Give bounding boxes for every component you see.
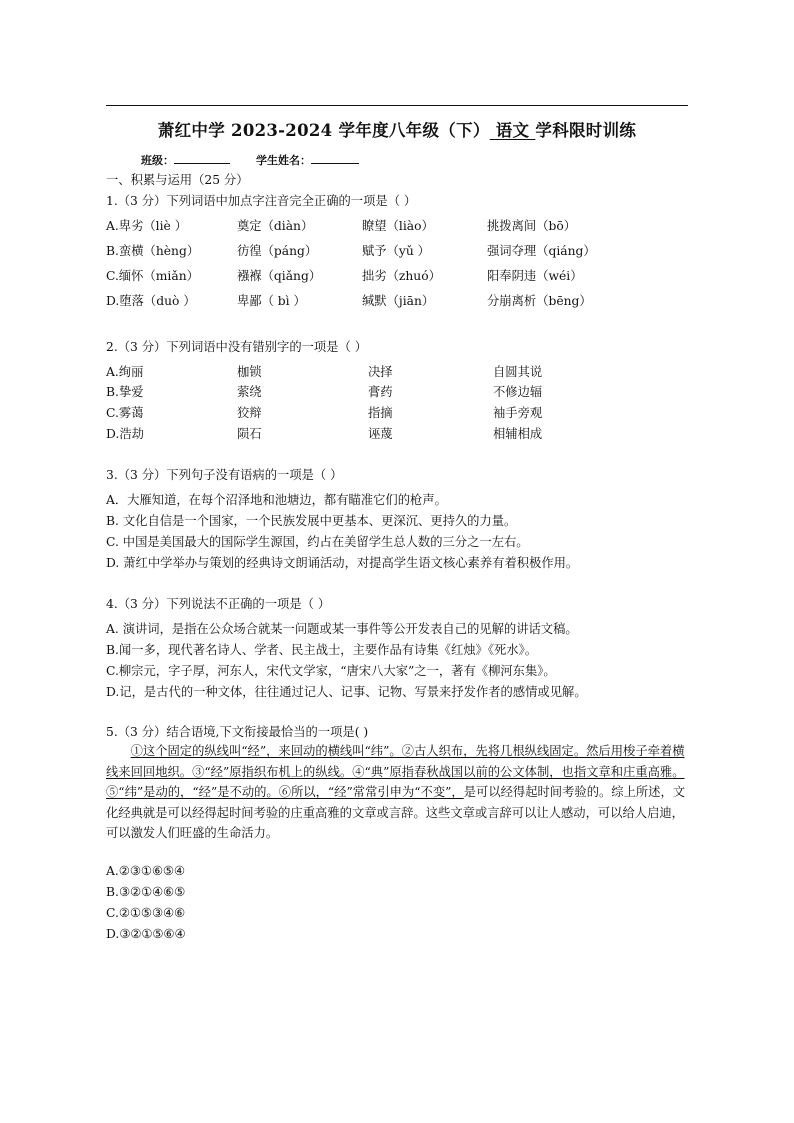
title-main: 萧红中学 2023-2024 学年度八年级（下） bbox=[157, 121, 490, 140]
q4-option-d: D.记，是古代的一种文体，往往通过记人、记事、记物、写景来抒发作者的感情或见解。 bbox=[106, 685, 587, 699]
q1-stem: 1.（3 分）下列词语中加点字注音完全正确的一项是（ ） bbox=[106, 194, 417, 208]
class-label: 班级： bbox=[141, 154, 174, 167]
q1-option-b-item: 赋予（yǔ ） bbox=[362, 244, 430, 258]
q1-option-d-item: D.堕落（duò ） bbox=[106, 294, 196, 308]
q1-option-b-item: 强词夺理（qiáng） bbox=[487, 244, 596, 258]
q1-option-b-item: B.蛮横（hèng） bbox=[106, 244, 200, 258]
q1-option-a-item: 挑拨离间（bō） bbox=[487, 219, 577, 233]
q1-option-d-item: 卑鄙（ bì ） bbox=[237, 294, 306, 308]
q1-option-c-item: 拙劣（zhuó） bbox=[362, 269, 441, 283]
section-heading: 一、积累与运用（25 分） bbox=[106, 173, 249, 187]
q2-option-c-item: 袖手旁观 bbox=[493, 406, 543, 420]
q2-option-c-item: C.雾蔼 bbox=[106, 406, 144, 420]
q2-option-b-item: 膏药 bbox=[368, 385, 393, 399]
q2-option-a-item: 决择 bbox=[368, 365, 393, 379]
q5-option-d: D.③②①⑤⑥④ bbox=[106, 927, 186, 941]
q3-option-a: A．大雁知道，在每个沼泽地和池塘边，都有瞄准它们的枪声。 bbox=[106, 493, 447, 507]
q2-option-a-item: A.绚丽 bbox=[106, 365, 144, 379]
q4-stem: 4.（3 分）下列说法不正确的一项是（ ） bbox=[106, 597, 331, 611]
q2-option-d-item: 陨石 bbox=[237, 427, 262, 441]
q5-option-b: B.③②①④⑥⑤ bbox=[106, 885, 186, 899]
page-title bbox=[0, 117, 794, 141]
q4-option-b: B.闻一多，现代著名诗人、学者、民主战士，主要作品有诗集《红烛》《死水》。 bbox=[106, 643, 538, 657]
q3-option-b: B. 文化自信是一个国家，一个民族发展中更基本、更深沉、更持久的力量。 bbox=[106, 514, 517, 528]
student-info bbox=[141, 152, 359, 168]
q1-option-a-item: 瞭望（liào） bbox=[362, 219, 434, 233]
q1-option-c-item: C.缅怀（miǎn） bbox=[106, 269, 199, 283]
q1-option-a-item: 奠定（diàn） bbox=[237, 219, 314, 233]
q1-option-c-item: 阳奉阴违（wéi） bbox=[487, 269, 583, 283]
q2-stem: 2.（3 分）下列词语中没有错别字的一项是（ ） bbox=[106, 340, 368, 354]
q5-stem: 5.（3 分）结合语境,下文衔接最恰当的一项是( ) bbox=[106, 725, 369, 739]
q2-option-d-item: 诬蔑 bbox=[368, 427, 393, 441]
q2-option-c-item: 狡辩 bbox=[237, 406, 262, 420]
q3-stem: 3.（3 分）下列句子没有语病的一项是（ ） bbox=[106, 468, 343, 482]
q4-option-a: A. 演讲词，是指在公众场合就某一问题或某一事件等公开发表自己的见解的讲话文稿。 bbox=[106, 622, 578, 636]
title-subject: 语文 bbox=[489, 121, 536, 140]
q1-option-b-item: 彷徨（páng） bbox=[237, 244, 318, 258]
header-rule bbox=[106, 105, 688, 106]
q1-option-a-item: A.卑劣（liè ） bbox=[106, 219, 188, 233]
q5-passage-underlined: ①这个固定的纵线叫“经”，来回动的横线叫“纬”。②古人织布，先将几根纵线固定。然后用梭子牵着横线来回回地织。③“经”原指织布机上的纵线。④“典”原指春秋战国以前的公文体制，也指文章和庄重高雅。⑤“纬”是动的，“经”是不动的。⑥所以，“经”常常引申为“不变”， bbox=[106, 744, 685, 799]
title-suffix: 学科限时训练 bbox=[535, 121, 637, 140]
q2-option-b-item: 不修边辐 bbox=[493, 385, 543, 399]
q2-option-b-item: B.挚爱 bbox=[106, 385, 144, 399]
q2-option-d-item: 相辅相成 bbox=[493, 427, 543, 441]
q4-option-c: C.柳宗元，字子厚，河东人，宋代文学家，“唐宋八大家”之一，著有《柳河东集》。 bbox=[106, 664, 556, 678]
q3-option-d: D. 萧红中学举办与策划的经典诗文朗诵活动，对提高学生语文核心素养有着积极作用。 bbox=[106, 556, 579, 570]
name-blank[interactable] bbox=[311, 153, 359, 164]
q2-option-b-item: 萦绕 bbox=[237, 385, 262, 399]
q1-option-d-item: 分崩离析（bēng） bbox=[487, 294, 592, 308]
q2-option-d-item: D.浩劫 bbox=[106, 427, 144, 441]
q2-option-a-item: 枷锁 bbox=[237, 365, 262, 379]
q2-option-a-item: 自圆其说 bbox=[493, 365, 543, 379]
q5-passage bbox=[106, 741, 688, 844]
name-label: 学生姓名： bbox=[256, 154, 311, 167]
q5-option-a: A.②③①⑥⑤④ bbox=[106, 864, 185, 878]
q1-option-c-item: 襁褓（qiǎng） bbox=[237, 269, 322, 283]
q2-option-c-item: 指摘 bbox=[368, 406, 393, 420]
q3-option-c: C. 中国是美国最大的国际学生源国，约占在美留学生总人数的三分之一左右。 bbox=[106, 535, 529, 549]
q1-option-d-item: 缄默（jiān） bbox=[362, 294, 435, 308]
q5-passage-rest: 是可以经得起时间考验的。综上所述，文化经典就是可以经得起时间考验的庄重高雅的文章或言辞。这些文章或言辞可以让人感动，可以给人启迪，可以激发人们旺盛的生命活力。 bbox=[106, 785, 686, 840]
q5-option-c: C.②①⑤③④⑥ bbox=[106, 906, 186, 920]
class-blank[interactable] bbox=[174, 153, 230, 164]
